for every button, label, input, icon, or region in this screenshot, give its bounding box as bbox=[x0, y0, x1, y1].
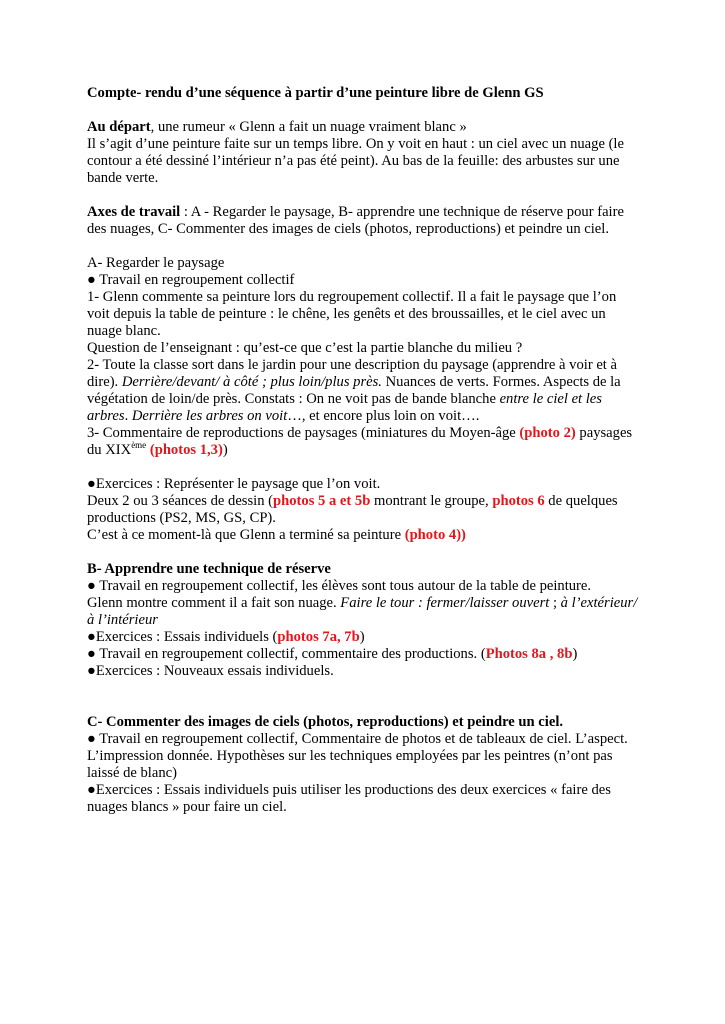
text-span: de quelques bbox=[544, 493, 618, 509]
section-b-line-1: ● Travail en regroupement collectif, les élèves sont tous autour de la table de peinture. bbox=[87, 578, 592, 594]
section-a-exercise-2 bbox=[87, 493, 618, 510]
italic-span: Derrière/devant/ à côté ; plus loin/plus près. bbox=[121, 374, 382, 390]
depart-line-2: Il s’agit d’une peinture faite sur un temps libre. On y voit en haut : un ciel avec un nuage (le bbox=[87, 136, 624, 152]
section-a-p2-line-3 bbox=[87, 391, 602, 408]
section-a-p1-line-1: 1- Glenn commente sa peinture lors du regroupement collectif. Il a fait le paysage que l’on bbox=[87, 289, 617, 305]
section-b-heading: B- Apprendre une technique de réserve bbox=[87, 561, 331, 577]
section-a-p1-line-2: voit depuis la table de peinture : le chêne, les genêts et des broussailles, et le ciel avec un bbox=[87, 306, 606, 322]
section-a-bullet-1: ● Travail en regroupement collectif bbox=[87, 272, 295, 288]
depart-text: , une rumeur « Glenn a fait un nuage vraiment blanc » bbox=[150, 119, 467, 135]
depart-line-4: bande verte. bbox=[87, 170, 159, 186]
italic-span: entre le ciel et les bbox=[499, 391, 602, 407]
depart-label: Au départ bbox=[87, 119, 151, 135]
photo-reference: photos 6 bbox=[492, 493, 545, 509]
superscript: ème bbox=[131, 440, 147, 451]
photo-reference: (photo 4)) bbox=[404, 527, 466, 543]
text-span: ●Exercices : Essais individuels ( bbox=[87, 629, 278, 645]
section-a-heading: A- Regarder le paysage bbox=[87, 255, 225, 271]
section-c-line-4: ●Exercices : Essais individuels puis utiliser les productions des deux exercices « faire des bbox=[87, 782, 611, 798]
section-b-line-5 bbox=[87, 646, 577, 663]
section-a-exercise-3: productions (PS2, MS, GS, CP). bbox=[87, 510, 276, 526]
text-span: Nuances de verts. Formes. Aspects de la bbox=[381, 374, 621, 390]
text-span: dire). bbox=[87, 374, 122, 390]
document-title: Compte- rendu d’une séquence à partir d’une peinture libre de Glenn GS bbox=[87, 85, 544, 101]
section-c-line-5: nuages blancs » pour faire un ciel. bbox=[87, 799, 287, 815]
photo-reference: Photos 8a , 8b bbox=[485, 646, 573, 662]
section-a-exercise-1: ●Exercices : Représenter le paysage que l’on voit. bbox=[87, 476, 381, 492]
text-span: …, et encore plus loin on voit…. bbox=[287, 408, 480, 424]
depart-line-1 bbox=[87, 119, 467, 136]
italic-span: à l’extérieur/ bbox=[560, 595, 638, 611]
section-c-heading: C- Commenter des images de ciels (photos, reproductions) et peindre un ciel. bbox=[87, 714, 564, 730]
text-span: ) bbox=[222, 442, 228, 458]
text-span: Deux 2 ou 3 séances de dessin ( bbox=[87, 493, 274, 509]
italic-span: Faire le tour : fermer/laisser ouvert bbox=[340, 595, 550, 611]
italic-span: arbres bbox=[87, 408, 125, 424]
section-c-line-1: ● Travail en regroupement collectif, Commentaire de photos et de tableaux de ciel. L’aspect. bbox=[87, 731, 628, 747]
text-span: ● Travail en regroupement collectif, commentaire des productions. ( bbox=[87, 646, 486, 662]
axes-line-1 bbox=[87, 204, 624, 221]
text-span: ) bbox=[572, 646, 578, 662]
section-b-line-4 bbox=[87, 629, 365, 646]
section-a-p2-line-4 bbox=[87, 408, 479, 425]
section-b-line-6: ●Exercices : Nouveaux essais individuels. bbox=[87, 663, 334, 679]
photo-reference: (photos 1,3) bbox=[149, 442, 223, 458]
section-a-p2-line-2 bbox=[87, 374, 621, 391]
text-span: du XIX bbox=[87, 442, 132, 458]
section-a-p2-line-1: 2- Toute la classe sort dans le jardin pour une description du paysage (apprendre à voir et à bbox=[87, 357, 617, 373]
axes-label: Axes de travail bbox=[87, 204, 181, 220]
section-a-p1-line-3: nuage blanc. bbox=[87, 323, 161, 339]
text-span: ) bbox=[359, 629, 365, 645]
text-span: montrant le groupe, bbox=[370, 493, 493, 509]
text-span: végétation de loin/de près. Constats : On ne voit pas de bande blanche bbox=[87, 391, 500, 407]
section-c-line-3: laissé de blanc) bbox=[87, 765, 177, 781]
text-span: ; bbox=[549, 595, 561, 611]
section-a-question: Question de l’enseignant : qu’est-ce que c’est la partie blanche du milieu ? bbox=[87, 340, 523, 356]
section-b-line-3: à l’intérieur bbox=[87, 612, 158, 628]
section-c-line-2: L’impression donnée. Hypothèses sur les techniques employées par les peintres (n’ont pas bbox=[87, 748, 613, 764]
axes-line-2: des nuages, C- Commenter des images de ciels (photos, reproductions) et peindre un ciel. bbox=[87, 221, 609, 237]
section-a-exercise-4 bbox=[87, 527, 466, 544]
section-a-p3-line-2 bbox=[87, 442, 228, 459]
text-span: C’est à ce moment-là que Glenn a terminé sa peinture bbox=[87, 527, 405, 543]
section-a-p3-line-1 bbox=[87, 425, 632, 442]
photo-reference: photos 5 a et 5b bbox=[273, 493, 371, 509]
text-span: . bbox=[124, 408, 132, 424]
text-span: 3- Commentaire de reproductions de paysages (miniatures du Moyen-âge bbox=[87, 425, 520, 441]
text-span: paysages bbox=[575, 425, 633, 441]
photo-reference: (photo 2) bbox=[519, 425, 576, 441]
text-span: Glenn montre comment il a fait son nuage. bbox=[87, 595, 341, 611]
axes-text: : A - Regarder le paysage, B- apprendre une technique de réserve pour faire bbox=[180, 204, 624, 220]
italic-span: Derrière les arbres on voit bbox=[131, 408, 288, 424]
section-b-line-2 bbox=[87, 595, 637, 612]
photo-reference: photos 7a, 7b bbox=[277, 629, 360, 645]
depart-line-3: contour a été dessiné l’intérieur n’a pas été peint). Au bas de la feuille: des arbustes sur une bbox=[87, 153, 620, 169]
